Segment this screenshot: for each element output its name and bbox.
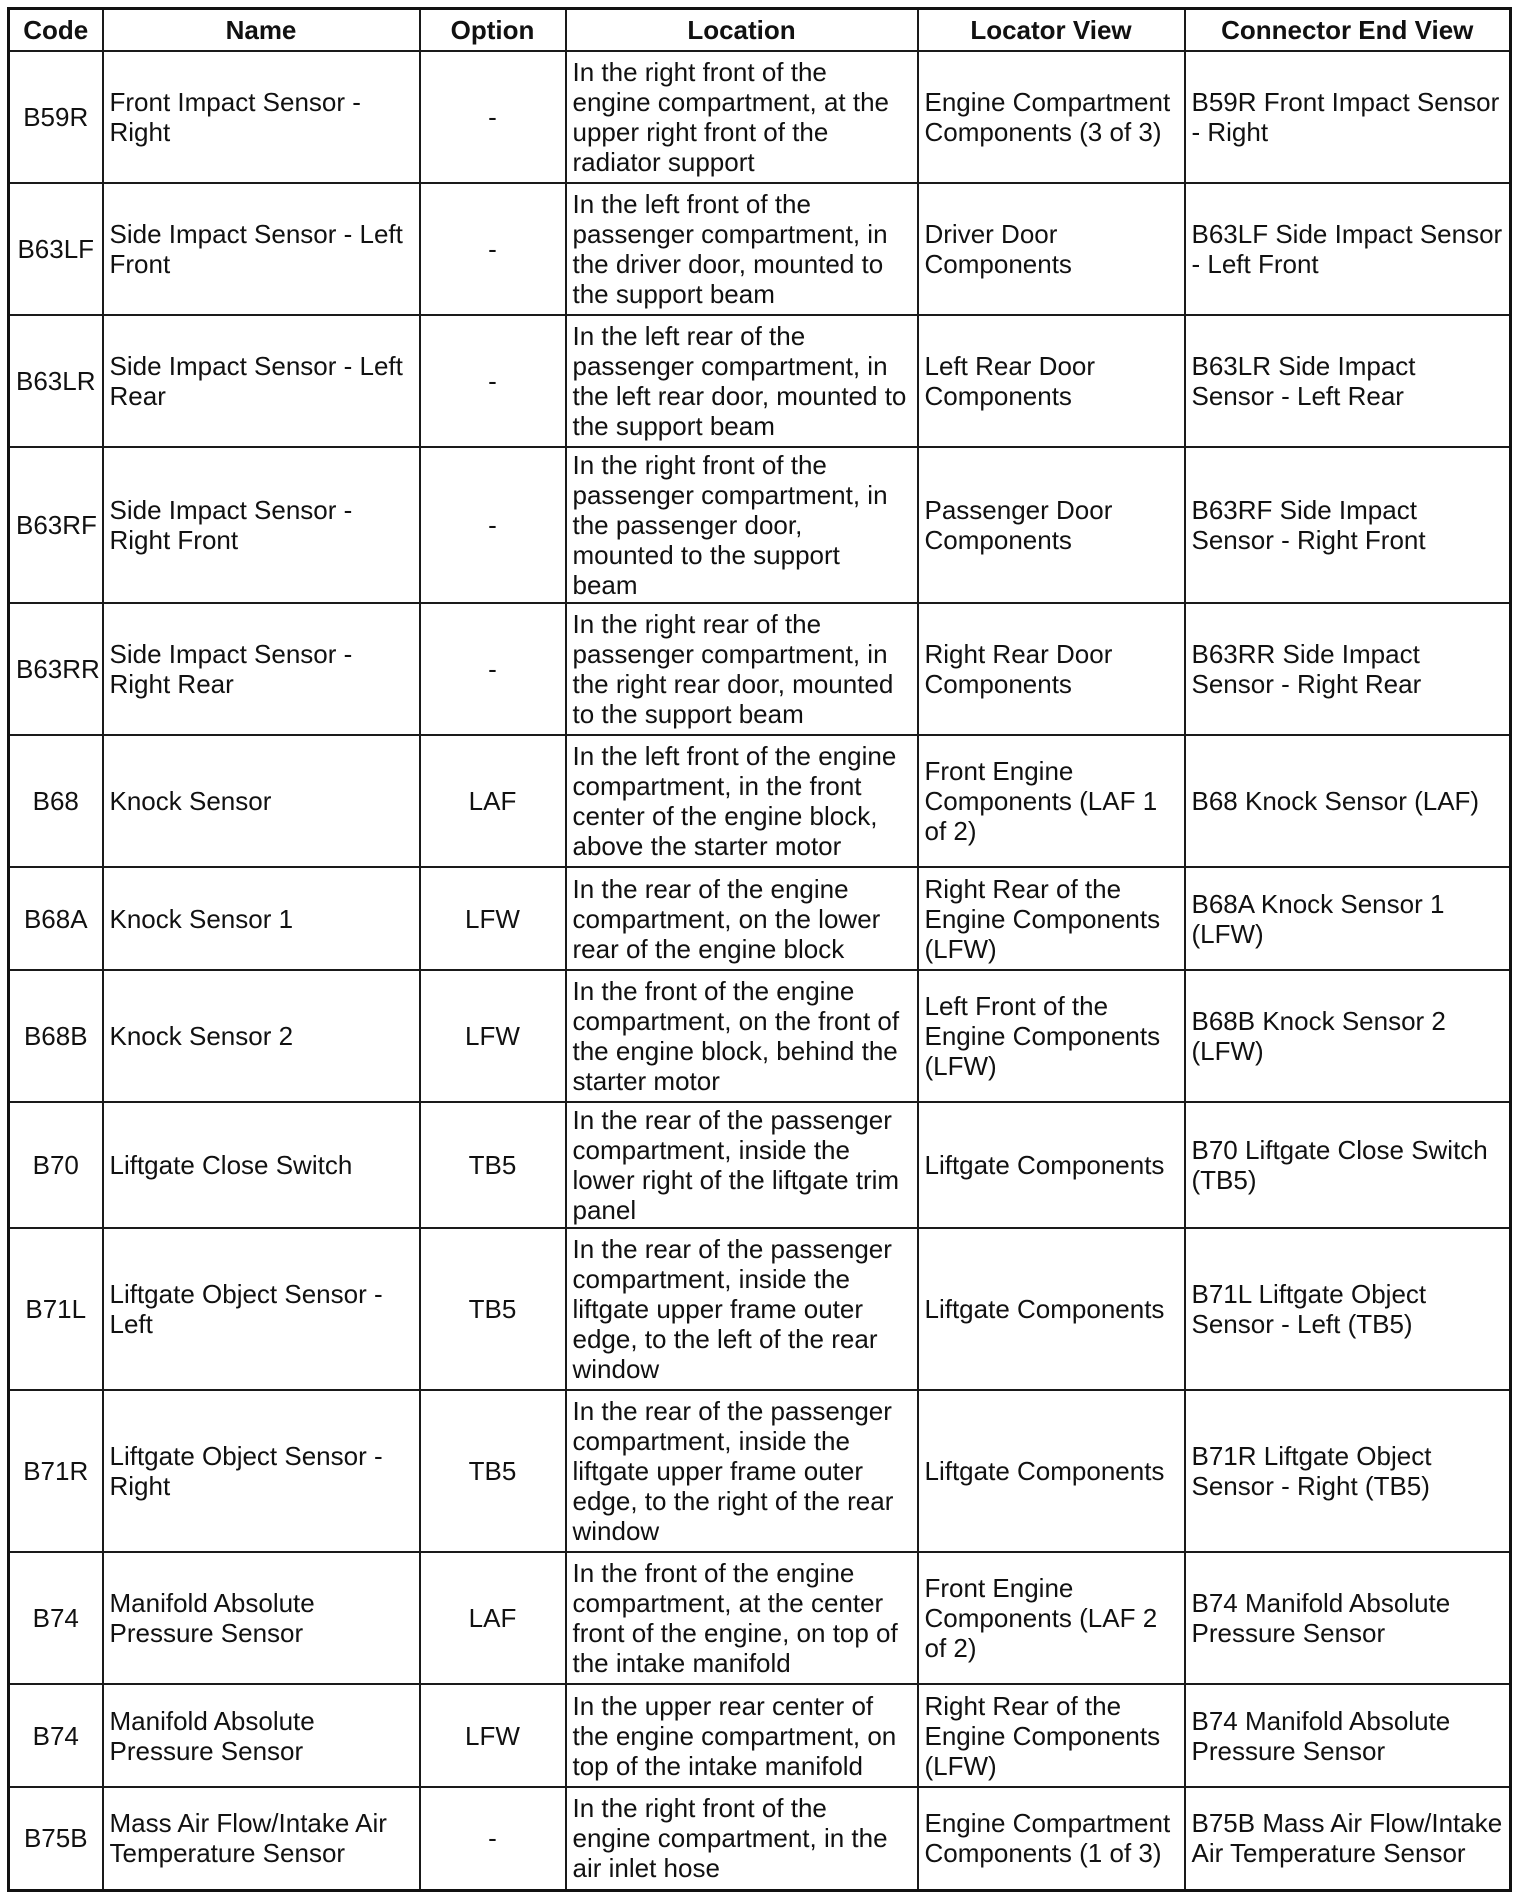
cell-location: In the left rear of the passenger compartment, in the left rear door, mounted to the support beam [566,315,918,447]
cell-name: Manifold Absolute Pressure Sensor [103,1684,420,1787]
cell-option: TB5 [420,1390,566,1552]
cell-name: Side Impact Sensor - Right Front [103,447,420,603]
cell-name: Side Impact Sensor - Left Rear [103,315,420,447]
cell-connector-end-view: B68A Knock Sensor 1 (LFW) [1185,867,1511,970]
cell-locator-view: Liftgate Components [918,1102,1185,1228]
cell-connector-end-view: B63RF Side Impact Sensor - Right Front [1185,447,1511,603]
cell-connector-end-view: B59R Front Impact Sensor - Right [1185,51,1511,183]
cell-code: B63LF [9,183,103,315]
cell-location: In the rear of the engine compartment, on the lower rear of the engine block [566,867,918,970]
cell-locator-view: Right Rear Door Components [918,603,1185,735]
cell-code: B74 [9,1552,103,1684]
cell-location: In the rear of the passenger compartment, inside the liftgate upper frame outer edge, to the right of the rear window [566,1390,918,1552]
cell-location: In the upper rear center of the engine compartment, on top of the intake manifold [566,1684,918,1787]
cell-connector-end-view: B70 Liftgate Close Switch (TB5) [1185,1102,1511,1228]
header-code: Code [9,9,103,52]
cell-location: In the right front of the engine compartment, at the upper right front of the radiator support [566,51,918,183]
cell-option: TB5 [420,1228,566,1390]
table-row [9,447,1511,603]
cell-connector-end-view: B75B Mass Air Flow/Intake Air Temperature Sensor [1185,1787,1511,1890]
cell-connector-end-view: B68B Knock Sensor 2 (LFW) [1185,970,1511,1102]
cell-name: Knock Sensor [103,735,420,867]
cell-location: In the right front of the passenger compartment, in the passenger door, mounted to the support beam [566,447,918,603]
header-name: Name [103,9,420,52]
cell-option: - [420,1787,566,1890]
header-row [9,9,1511,52]
cell-locator-view: Left Rear Door Components [918,315,1185,447]
cell-option: LAF [420,1552,566,1684]
header-location: Location [566,9,918,52]
cell-locator-view: Left Front of the Engine Components (LFW) [918,970,1185,1102]
table-row [9,970,1511,1102]
table-row [9,603,1511,735]
cell-option: TB5 [420,1102,566,1228]
cell-option: - [420,183,566,315]
cell-locator-view: Driver Door Components [918,183,1185,315]
cell-code: B74 [9,1684,103,1787]
cell-locator-view: Engine Compartment Components (1 of 3) [918,1787,1185,1890]
cell-location: In the right rear of the passenger compartment, in the right rear door, mounted to the support beam [566,603,918,735]
cell-connector-end-view: B63RR Side Impact Sensor - Right Rear [1185,603,1511,735]
cell-connector-end-view: B71R Liftgate Object Sensor - Right (TB5) [1185,1390,1511,1552]
cell-option: LFW [420,1684,566,1787]
cell-option: - [420,447,566,603]
cell-connector-end-view: B68 Knock Sensor (LAF) [1185,735,1511,867]
cell-locator-view: Right Rear of the Engine Components (LFW) [918,1684,1185,1787]
cell-code: B59R [9,51,103,183]
cell-locator-view: Front Engine Components (LAF 1 of 2) [918,735,1185,867]
cell-code: B68B [9,970,103,1102]
table-row [9,735,1511,867]
cell-option: - [420,51,566,183]
cell-location: In the left front of the engine compartment, in the front center of the engine block, above the starter motor [566,735,918,867]
cell-connector-end-view: B63LF Side Impact Sensor - Left Front [1185,183,1511,315]
table-row [9,1228,1511,1390]
table-row [9,51,1511,183]
cell-code: B63LR [9,315,103,447]
cell-code: B68 [9,735,103,867]
cell-option: LFW [420,970,566,1102]
cell-option: LFW [420,867,566,970]
table-row [9,867,1511,970]
cell-option: - [420,315,566,447]
cell-option: LAF [420,735,566,867]
cell-location: In the right front of the engine compartment, in the air inlet hose [566,1787,918,1890]
table-row [9,1684,1511,1787]
cell-name: Liftgate Close Switch [103,1102,420,1228]
cell-code: B71L [9,1228,103,1390]
cell-connector-end-view: B71L Liftgate Object Sensor - Left (TB5) [1185,1228,1511,1390]
component-locator-table-container [7,7,1509,1892]
cell-name: Manifold Absolute Pressure Sensor [103,1552,420,1684]
table-row [9,183,1511,315]
cell-code: B68A [9,867,103,970]
table-row [9,1102,1511,1228]
cell-name: Front Impact Sensor - Right [103,51,420,183]
cell-location: In the left front of the passenger compartment, in the driver door, mounted to the support beam [566,183,918,315]
cell-name: Side Impact Sensor - Left Front [103,183,420,315]
cell-name: Knock Sensor 1 [103,867,420,970]
cell-location: In the front of the engine compartment, on the front of the engine block, behind the starter motor [566,970,918,1102]
table-row [9,1552,1511,1684]
cell-location: In the rear of the passenger compartment, inside the liftgate upper frame outer edge, to the left of the rear window [566,1228,918,1390]
cell-location: In the front of the engine compartment, at the center front of the engine, on top of the intake manifold [566,1552,918,1684]
header-locator-view: Locator View [918,9,1185,52]
component-locator-table [7,7,1512,1892]
cell-locator-view: Passenger Door Components [918,447,1185,603]
cell-locator-view: Engine Compartment Components (3 of 3) [918,51,1185,183]
cell-name: Knock Sensor 2 [103,970,420,1102]
cell-locator-view: Right Rear of the Engine Components (LFW) [918,867,1185,970]
cell-code: B71R [9,1390,103,1552]
cell-connector-end-view: B74 Manifold Absolute Pressure Sensor [1185,1684,1511,1787]
header-connector-end-view: Connector End View [1185,9,1511,52]
cell-locator-view: Front Engine Components (LAF 2 of 2) [918,1552,1185,1684]
cell-location: In the rear of the passenger compartment, inside the lower right of the liftgate trim panel [566,1102,918,1228]
cell-locator-view: Liftgate Components [918,1228,1185,1390]
cell-connector-end-view: B63LR Side Impact Sensor - Left Rear [1185,315,1511,447]
table-row [9,315,1511,447]
cell-connector-end-view: B74 Manifold Absolute Pressure Sensor [1185,1552,1511,1684]
cell-option: - [420,603,566,735]
cell-name: Side Impact Sensor - Right Rear [103,603,420,735]
cell-name: Liftgate Object Sensor - Left [103,1228,420,1390]
cell-name: Liftgate Object Sensor - Right [103,1390,420,1552]
cell-code: B75B [9,1787,103,1890]
cell-code: B63RF [9,447,103,603]
cell-code: B70 [9,1102,103,1228]
cell-locator-view: Liftgate Components [918,1390,1185,1552]
cell-code: B63RR [9,603,103,735]
header-option: Option [420,9,566,52]
cell-name: Mass Air Flow/Intake Air Temperature Sensor [103,1787,420,1890]
table-row [9,1390,1511,1552]
table-row [9,1787,1511,1890]
